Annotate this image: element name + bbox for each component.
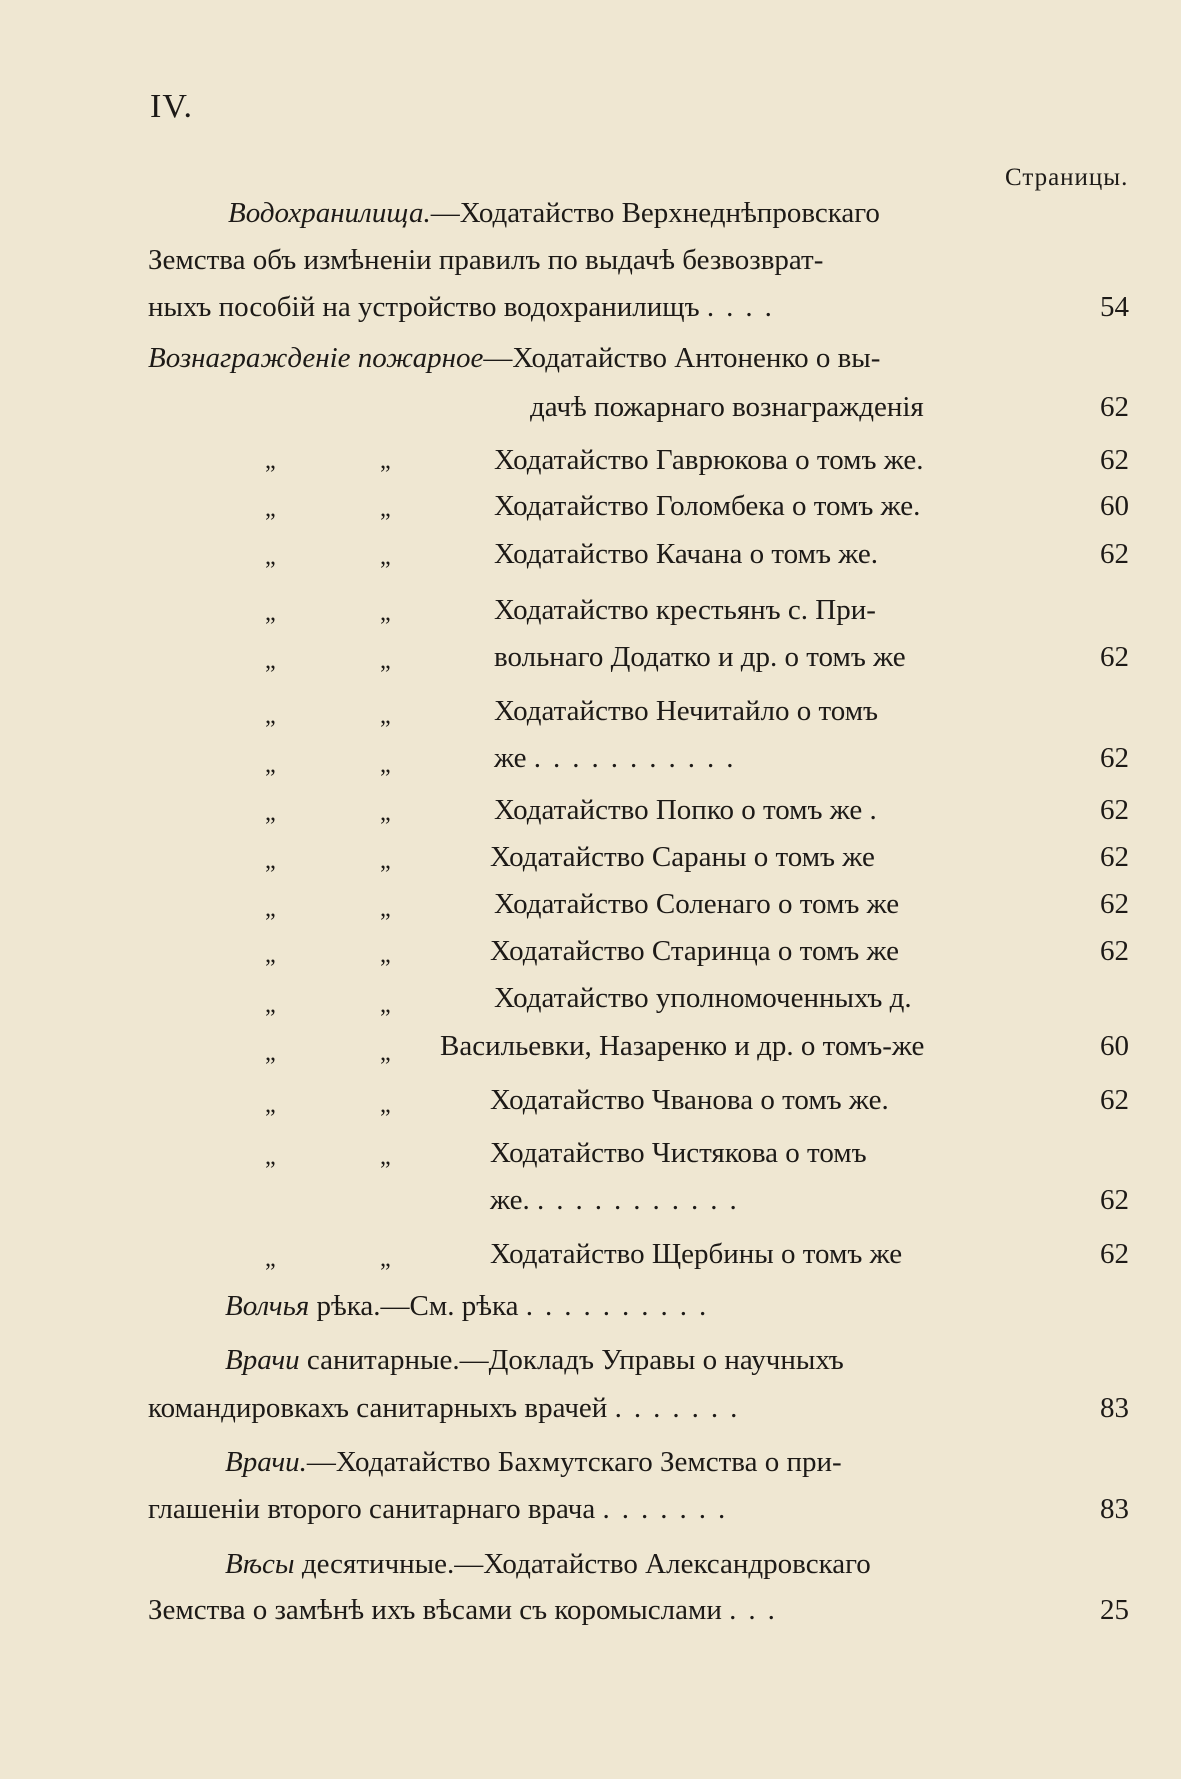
page-ref: 62	[1100, 1184, 1129, 1216]
ditto-mark: „	[265, 600, 276, 626]
page-ref: 62	[1100, 1238, 1129, 1270]
ditto-mark: „	[265, 703, 276, 729]
page-ref: 62	[1100, 794, 1129, 826]
page-ref: 62	[1100, 444, 1129, 476]
ditto-mark: „	[380, 752, 391, 778]
column-header: Страницы.	[1005, 164, 1129, 191]
page-ref: 25	[1100, 1594, 1129, 1626]
entry-line: командировкахъ санитарныхъ врачей .......	[148, 1392, 750, 1424]
ditto-mark: „	[380, 544, 391, 570]
page-ref: 62	[1100, 641, 1129, 673]
ditto-mark: „	[265, 800, 276, 826]
subentry-text: Ходатайство Попко о томъ же .	[494, 794, 877, 826]
subentry-text: Ходатайство Качана о томъ же.	[494, 538, 878, 570]
ditto-mark: „	[380, 896, 391, 922]
entry-line: Водохранилища.—Ходатайство Верхнеднѣпровскаго	[228, 197, 880, 229]
ditto-mark: „	[265, 942, 276, 968]
page-ref: 62	[1100, 538, 1129, 570]
subentry-text: же ...........	[494, 742, 746, 774]
ditto-mark: „	[265, 1040, 276, 1066]
ditto-mark: „	[265, 496, 276, 522]
ditto-mark: „	[265, 1144, 276, 1170]
subentry-text: Ходатайство Старинца о томъ же	[490, 935, 900, 967]
page-number: IV.	[150, 88, 193, 125]
ditto-mark: „	[265, 544, 276, 570]
ditto-mark: „	[380, 703, 391, 729]
ditto-mark: „	[265, 1092, 276, 1118]
subentry-text: же. ...........	[490, 1184, 749, 1216]
entry-line: Земства объ измѣненіи правилъ по выдачѣ безвозврат-	[148, 244, 824, 276]
ditto-mark: „	[380, 600, 391, 626]
subentry-text: Ходатайство Чванова о томъ же.	[490, 1084, 889, 1116]
ditto-mark: „	[380, 942, 391, 968]
subentry-text: Ходатайство Чистякова о томъ	[490, 1137, 867, 1169]
ditto-mark: „	[380, 1144, 391, 1170]
ditto-mark: „	[265, 1246, 276, 1272]
subentry-text: Ходатайство Голомбека о томъ же.	[494, 490, 921, 522]
entry-line: Земства о замѣнѣ ихъ вѣсами съ коромыслами ...	[148, 1594, 787, 1626]
page-ref: 62	[1100, 841, 1129, 873]
ditto-mark: „	[380, 1040, 391, 1066]
subentry-text: Ходатайство уполномоченныхъ д.	[494, 982, 912, 1014]
entry-line: Вѣсы десятичные.—Ходатайство Александровскаго	[225, 1548, 871, 1580]
ditto-mark: „	[265, 648, 276, 674]
subentry-text: Ходатайство крестьянъ с. При-	[494, 594, 876, 626]
ditto-mark: „	[380, 448, 391, 474]
ditto-mark: „	[265, 448, 276, 474]
page-ref: 83	[1100, 1392, 1129, 1424]
ditto-mark: „	[380, 496, 391, 522]
ditto-mark: „	[380, 648, 391, 674]
ditto-mark: „	[265, 848, 276, 874]
entry-line: Врачи.—Ходатайство Бахмутскаго Земства о при-	[225, 1446, 842, 1478]
page-ref: 62	[1100, 742, 1129, 774]
entry-line: Вознагражденіе пожарное—Ходатайство Антоненко о вы-	[148, 342, 881, 374]
entry-line: дачѣ пожарнаго вознагражденія	[530, 391, 924, 423]
subentry-text: Ходатайство Гаврюкова о томъ же.	[494, 444, 924, 476]
subentry-text: Ходатайство Нечитайло о томъ	[494, 695, 879, 727]
ditto-mark: „	[265, 752, 276, 778]
ditto-mark: „	[380, 848, 391, 874]
subentry-text: Васильевки, Назаренко и др. о томъ-же	[440, 1030, 925, 1062]
entry-line: ныхъ пособій на устройство водохранилищъ ....	[148, 291, 784, 323]
subentry-text: вольнаго Додатко и др. о томъ же	[494, 641, 906, 673]
ditto-mark: „	[380, 1246, 391, 1272]
ditto-mark: „	[265, 992, 276, 1018]
page-ref: 54	[1100, 291, 1129, 323]
entry-line: глашеніи второго санитарнаго врача .......	[148, 1493, 738, 1525]
ditto-mark: „	[380, 992, 391, 1018]
entry-line: Врачи санитарные.—Докладъ Управы о научныхъ	[225, 1344, 844, 1376]
page-ref: 60	[1100, 1030, 1129, 1062]
entry-line: Волчья рѣка.—См. рѣка ..........	[225, 1290, 719, 1322]
ditto-mark: „	[380, 1092, 391, 1118]
subentry-text: Ходатайство Щербины о томъ же	[490, 1238, 903, 1270]
page-ref: 60	[1100, 490, 1129, 522]
page-ref: 62	[1100, 1084, 1129, 1116]
subentry-text: Ходатайство Сараны о томъ же	[490, 841, 875, 873]
ditto-mark: „	[380, 800, 391, 826]
page-ref: 83	[1100, 1493, 1129, 1525]
page-ref: 62	[1100, 888, 1129, 920]
subentry-text: Ходатайство Соленаго о томъ же	[494, 888, 900, 920]
page-ref: 62	[1100, 391, 1129, 423]
ditto-mark: „	[265, 896, 276, 922]
page-ref: 62	[1100, 935, 1129, 967]
